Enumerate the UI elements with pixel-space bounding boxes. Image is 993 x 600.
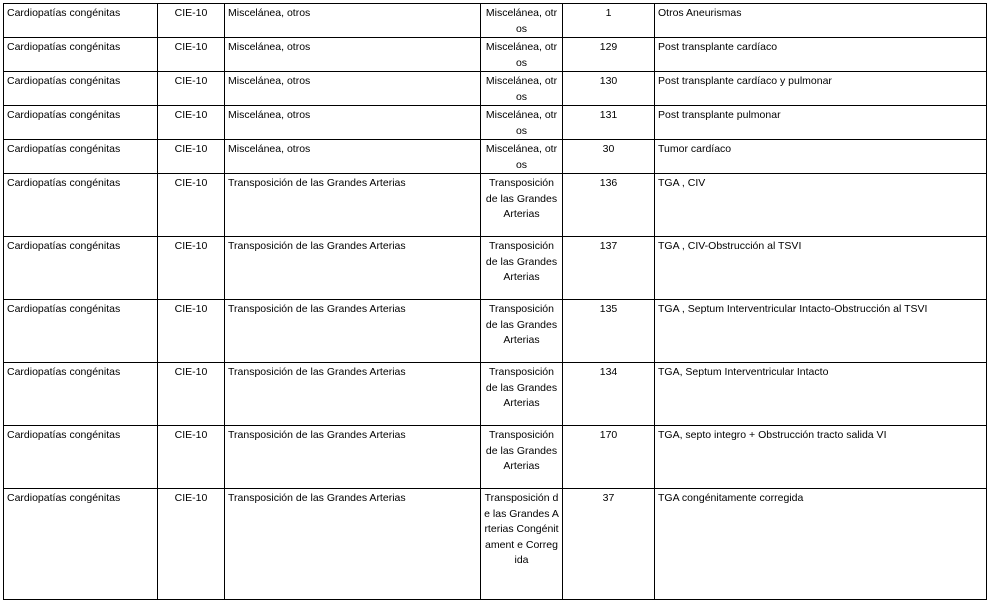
code-cell[interactable]: CIE-10: [158, 489, 225, 600]
table-row: [4, 489, 987, 600]
subgroup-cell[interactable]: Miscelánea, otros: [481, 72, 563, 106]
description-cell[interactable]: TGA congénitamente corregida: [655, 489, 987, 600]
description-cell[interactable]: Otros Aneurismas: [655, 4, 987, 38]
description-cell[interactable]: Tumor cardíaco: [655, 140, 987, 174]
number-cell[interactable]: 170: [563, 426, 655, 489]
subgroup-cell[interactable]: Transposición de las Grandes Arterias: [481, 300, 563, 363]
table-row: [4, 4, 987, 38]
group-cell[interactable]: Miscelánea, otros: [225, 38, 481, 72]
number-cell[interactable]: 135: [563, 300, 655, 363]
code-cell[interactable]: CIE-10: [158, 237, 225, 300]
table-row: [4, 140, 987, 174]
subgroup-cell[interactable]: Miscelánea, otros: [481, 106, 563, 140]
table-row: [4, 300, 987, 363]
code-cell[interactable]: CIE-10: [158, 38, 225, 72]
description-cell[interactable]: Post transplante cardíaco: [655, 38, 987, 72]
subgroup-cell[interactable]: Transposición de las Grandes Arterias: [481, 237, 563, 300]
table-row: [4, 237, 987, 300]
subgroup-cell[interactable]: Miscelánea, otros: [481, 140, 563, 174]
category-cell[interactable]: Cardiopatías congénitas: [4, 300, 158, 363]
group-cell[interactable]: Transposición de las Grandes Arterias: [225, 489, 481, 600]
subgroup-cell[interactable]: Miscelánea, otros: [481, 38, 563, 72]
table-row: [4, 38, 987, 72]
group-cell[interactable]: Transposición de las Grandes Arterias: [225, 300, 481, 363]
group-cell[interactable]: Miscelánea, otros: [225, 4, 481, 38]
category-cell[interactable]: Cardiopatías congénitas: [4, 363, 158, 426]
number-cell[interactable]: 130: [563, 72, 655, 106]
group-cell[interactable]: Miscelánea, otros: [225, 140, 481, 174]
number-cell[interactable]: 30: [563, 140, 655, 174]
description-cell[interactable]: TGA, Septum Interventricular Intacto: [655, 363, 987, 426]
spreadsheet-table-container: [3, 3, 987, 600]
number-cell[interactable]: 129: [563, 38, 655, 72]
category-cell[interactable]: Cardiopatías congénitas: [4, 140, 158, 174]
number-cell[interactable]: 37: [563, 489, 655, 600]
table-row: [4, 363, 987, 426]
code-cell[interactable]: CIE-10: [158, 426, 225, 489]
number-cell[interactable]: 137: [563, 237, 655, 300]
code-cell[interactable]: CIE-10: [158, 363, 225, 426]
table-row: [4, 72, 987, 106]
subgroup-cell[interactable]: Transposición de las Grandes Arterias: [481, 363, 563, 426]
subgroup-cell[interactable]: Transposición de las Grandes Arterias: [481, 174, 563, 237]
group-cell[interactable]: Transposición de las Grandes Arterias: [225, 426, 481, 489]
group-cell[interactable]: Transposición de las Grandes Arterias: [225, 174, 481, 237]
category-cell[interactable]: Cardiopatías congénitas: [4, 4, 158, 38]
description-cell[interactable]: TGA , CIV: [655, 174, 987, 237]
code-cell[interactable]: CIE-10: [158, 140, 225, 174]
table-row: [4, 426, 987, 489]
description-cell[interactable]: TGA , CIV-Obstrucción al TSVI: [655, 237, 987, 300]
diagnosis-table: [3, 3, 987, 600]
subgroup-cell[interactable]: Transposición de las Grandes Arterias Congénitament e Corregida: [481, 489, 563, 600]
code-cell[interactable]: CIE-10: [158, 300, 225, 363]
number-cell[interactable]: 131: [563, 106, 655, 140]
number-cell[interactable]: 134: [563, 363, 655, 426]
table-row: [4, 106, 987, 140]
subgroup-cell[interactable]: Miscelánea, otros: [481, 4, 563, 38]
description-cell[interactable]: Post transplante cardíaco y pulmonar: [655, 72, 987, 106]
number-cell[interactable]: 1: [563, 4, 655, 38]
group-cell[interactable]: Transposición de las Grandes Arterias: [225, 363, 481, 426]
table-row: [4, 174, 987, 237]
description-cell[interactable]: TGA, septo integro + Obstrucción tracto salida VI: [655, 426, 987, 489]
code-cell[interactable]: CIE-10: [158, 174, 225, 237]
subgroup-cell[interactable]: Transposición de las Grandes Arterias: [481, 426, 563, 489]
category-cell[interactable]: Cardiopatías congénitas: [4, 489, 158, 600]
code-cell[interactable]: CIE-10: [158, 72, 225, 106]
number-cell[interactable]: 136: [563, 174, 655, 237]
description-cell[interactable]: Post transplante pulmonar: [655, 106, 987, 140]
category-cell[interactable]: Cardiopatías congénitas: [4, 174, 158, 237]
group-cell[interactable]: Transposición de las Grandes Arterias: [225, 237, 481, 300]
category-cell[interactable]: Cardiopatías congénitas: [4, 237, 158, 300]
code-cell[interactable]: CIE-10: [158, 4, 225, 38]
group-cell[interactable]: Miscelánea, otros: [225, 106, 481, 140]
description-cell[interactable]: TGA , Septum Interventricular Intacto-Obstrucción al TSVI: [655, 300, 987, 363]
group-cell[interactable]: Miscelánea, otros: [225, 72, 481, 106]
category-cell[interactable]: Cardiopatías congénitas: [4, 72, 158, 106]
category-cell[interactable]: Cardiopatías congénitas: [4, 426, 158, 489]
category-cell[interactable]: Cardiopatías congénitas: [4, 106, 158, 140]
category-cell[interactable]: Cardiopatías congénitas: [4, 38, 158, 72]
code-cell[interactable]: CIE-10: [158, 106, 225, 140]
